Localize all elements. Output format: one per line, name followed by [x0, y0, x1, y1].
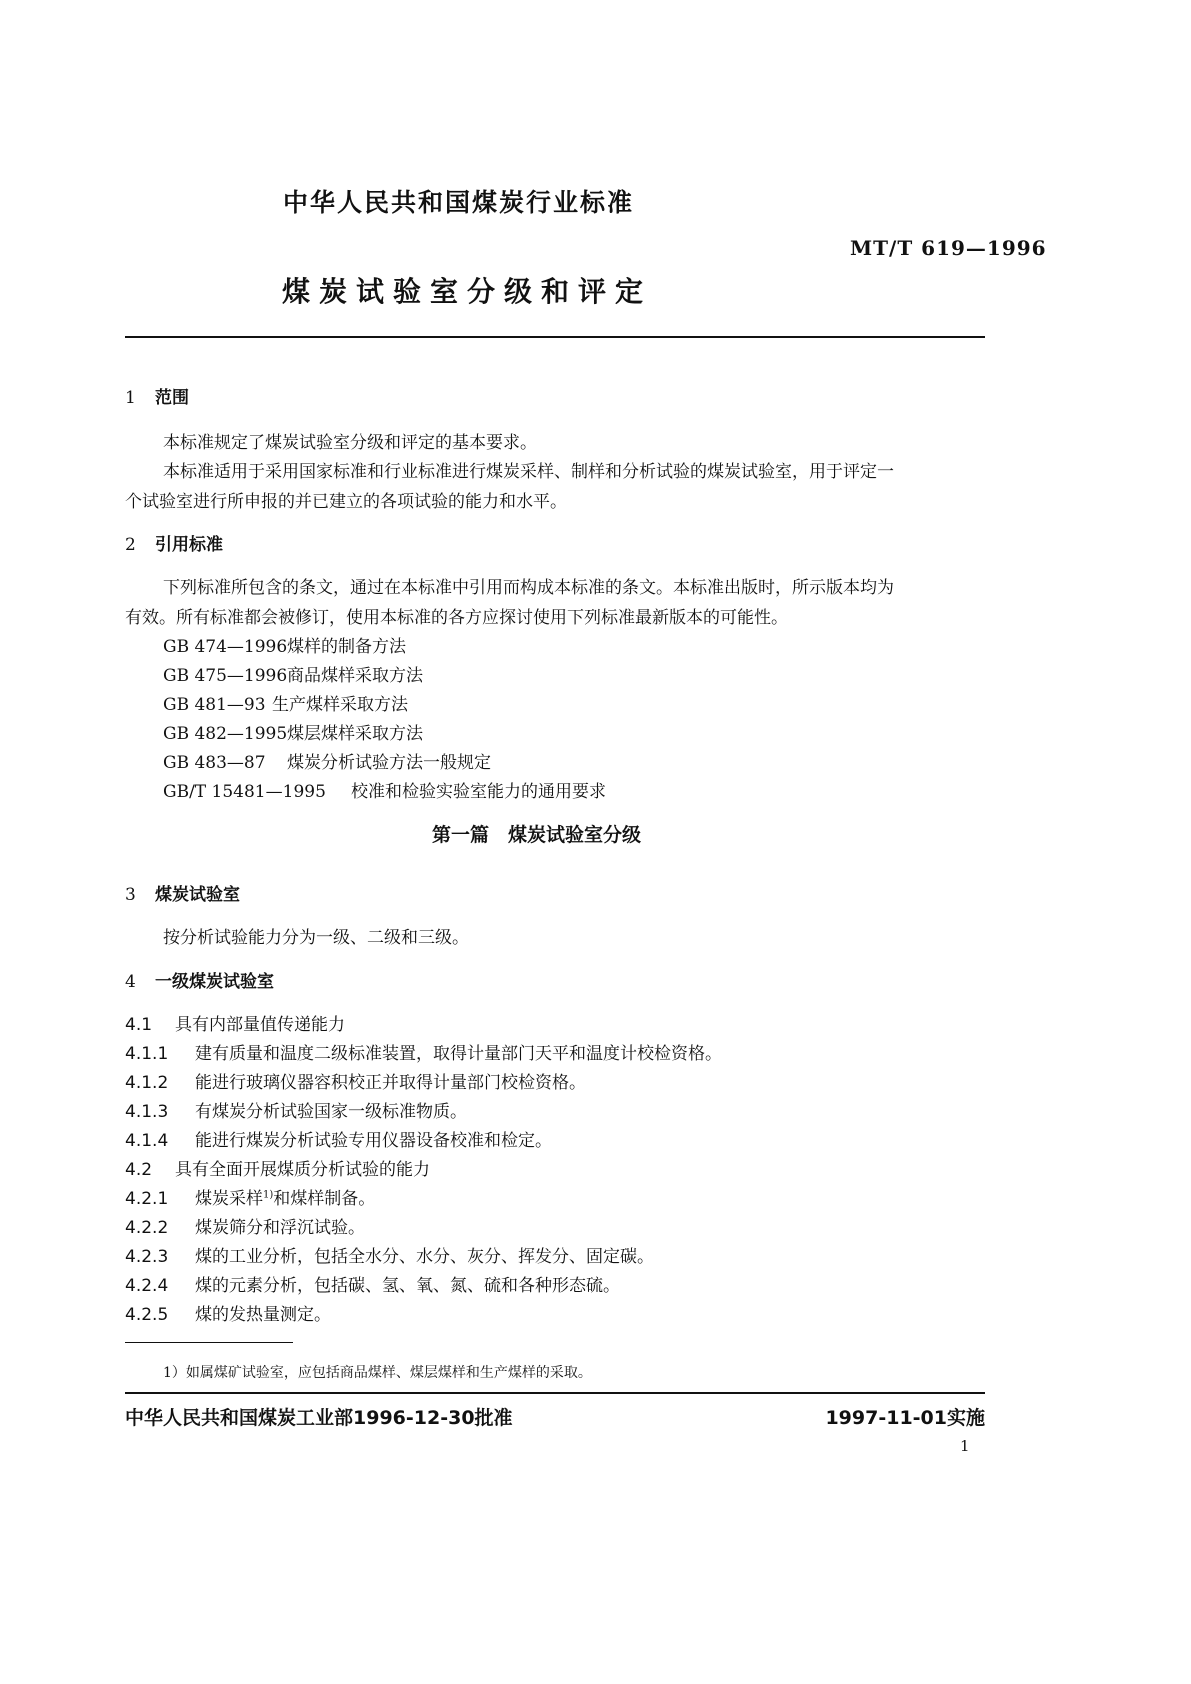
reference-item: [163, 748, 491, 773]
clause-text: 能进行煤炭分析试验专用仪器设备校准和检定。: [195, 1131, 552, 1151]
reference-item: [163, 777, 606, 802]
clause-4-1-1: [125, 1039, 722, 1064]
section-3-para: 按分析试验能力分为一级、二级和三级。: [163, 928, 469, 948]
footnote: 1）如属煤矿试验室，应包括商品煤样、煤层煤样和生产煤样的采取。: [163, 1365, 592, 1381]
section-number: 3: [125, 885, 136, 905]
section-1-para-2-line-2: 个试验室进行所申报的并已建立的各项试验的能力和水平。: [125, 492, 567, 512]
section-2-heading: [125, 530, 223, 555]
section-2-para-line-1: 下列标准所包含的条文，通过在本标准中引用而构成本标准的条文。本标准出版时，所示版本均为: [163, 578, 894, 598]
page-number: 1: [960, 1437, 970, 1455]
clause-text: 建有质量和温度二级标准装置，取得计量部门天平和温度计校检资格。: [195, 1044, 722, 1064]
clause-number: 4.1.3: [125, 1102, 169, 1122]
section-number: 4: [125, 972, 136, 992]
section-1-heading: [125, 383, 189, 408]
clause-text: 有煤炭分析试验国家一级标准物质。: [195, 1102, 467, 1122]
standard-number: MT/T 619—1996: [850, 236, 1047, 260]
clause-number: 4.2.5: [125, 1305, 169, 1325]
clause-text: 煤的发热量测定。: [195, 1305, 331, 1325]
clause-text: 具有全面开展煤质分析试验的能力: [175, 1160, 430, 1180]
document-title: 煤炭试验室分级和评定: [282, 275, 653, 308]
section-2-para-line-2: 有效。所有标准都会被修订，使用本标准的各方应探讨使用下列标准最新版本的可能性。: [125, 608, 788, 628]
clause-number: 4.1: [125, 1015, 153, 1035]
reference-code: GB 481—93: [163, 695, 266, 715]
reference-title: 煤层煤样采取方法: [287, 724, 423, 744]
effective-date: 1997-11-01实施: [825, 1407, 985, 1429]
section-1-para-1: 本标准规定了煤炭试验室分级和评定的基本要求。: [163, 433, 537, 453]
clause-text: 煤的工业分析，包括全水分、水分、灰分、挥发分、固定碳。: [195, 1247, 654, 1267]
section-title: 一级煤炭试验室: [155, 972, 274, 992]
clause-4-2: [125, 1155, 430, 1180]
reference-item: [163, 719, 423, 744]
clause-4-1-3: [125, 1097, 467, 1122]
reference-code: GB 482—1995: [163, 724, 288, 744]
reference-title: 生产煤样采取方法: [272, 695, 408, 715]
reference-title: 煤炭分析试验方法一般规定: [287, 753, 491, 773]
clause-text-continued: 和煤样制备。: [273, 1189, 376, 1209]
clause-4-1: [125, 1010, 345, 1035]
clause-number: 4.1.2: [125, 1073, 169, 1093]
clause-4-2-2: [125, 1213, 365, 1238]
clause-4-1-4: [125, 1126, 552, 1151]
section-3-heading: [125, 880, 240, 905]
reference-item: [163, 632, 406, 657]
footnote-marker: 1): [263, 1189, 274, 1201]
clause-text: 煤的元素分析，包括碳、氢、氧、氮、硫和各种形态硫。: [195, 1276, 620, 1296]
section-1-para-2-line-1: 本标准适用于采用国家标准和行业标准进行煤炭采样、制样和分析试验的煤炭试验室，用于评定一: [163, 462, 894, 482]
clause-number: 4.2.2: [125, 1218, 169, 1238]
clause-text: 具有内部量值传递能力: [175, 1015, 345, 1035]
clause-text: 煤炭采样: [195, 1189, 263, 1209]
clause-4-1-2: [125, 1068, 586, 1093]
header-rule: [125, 336, 985, 338]
section-title: 范围: [155, 388, 189, 408]
reference-title: 商品煤样采取方法: [287, 666, 423, 686]
clause-text: 煤炭筛分和浮沉试验。: [195, 1218, 365, 1238]
footnote-rule: [125, 1342, 293, 1343]
reference-code: GB 474—1996: [163, 637, 288, 657]
clause-4-2-4: [125, 1271, 620, 1296]
part-title: 第一篇 煤炭试验室分级: [432, 824, 642, 846]
section-number: 2: [125, 535, 136, 555]
clause-number: 4.2.4: [125, 1276, 169, 1296]
clause-4-2-5: [125, 1300, 331, 1325]
clause-number: 4.2: [125, 1160, 153, 1180]
clause-number: 4.1.4: [125, 1131, 169, 1151]
clause-number: 4.1.1: [125, 1044, 169, 1064]
industry-title: 中华人民共和国煤炭行业标准: [283, 188, 635, 217]
clause-number: 4.2.1: [125, 1189, 169, 1209]
clause-4-2-3: [125, 1242, 654, 1267]
footer-rule: [125, 1392, 985, 1394]
section-4-heading: [125, 967, 274, 992]
clause-text: 能进行玻璃仪器容积校正并取得计量部门校检资格。: [195, 1073, 586, 1093]
clause-4-2-1: [125, 1184, 375, 1209]
reference-item: [163, 661, 423, 686]
reference-item: [163, 690, 408, 715]
reference-code: GB 483—87: [163, 753, 266, 773]
section-title: 煤炭试验室: [155, 885, 240, 905]
reference-title: 煤样的制备方法: [287, 637, 406, 657]
approval-statement: 中华人民共和国煤炭工业部1996-12-30批准: [125, 1407, 513, 1429]
reference-code: GB 475—1996: [163, 666, 288, 686]
reference-code: GB/T 15481—1995: [163, 782, 326, 802]
clause-number: 4.2.3: [125, 1247, 169, 1267]
section-title: 引用标准: [155, 535, 223, 555]
reference-title: 校准和检验实验室能力的通用要求: [351, 782, 606, 802]
section-number: 1: [125, 388, 136, 408]
